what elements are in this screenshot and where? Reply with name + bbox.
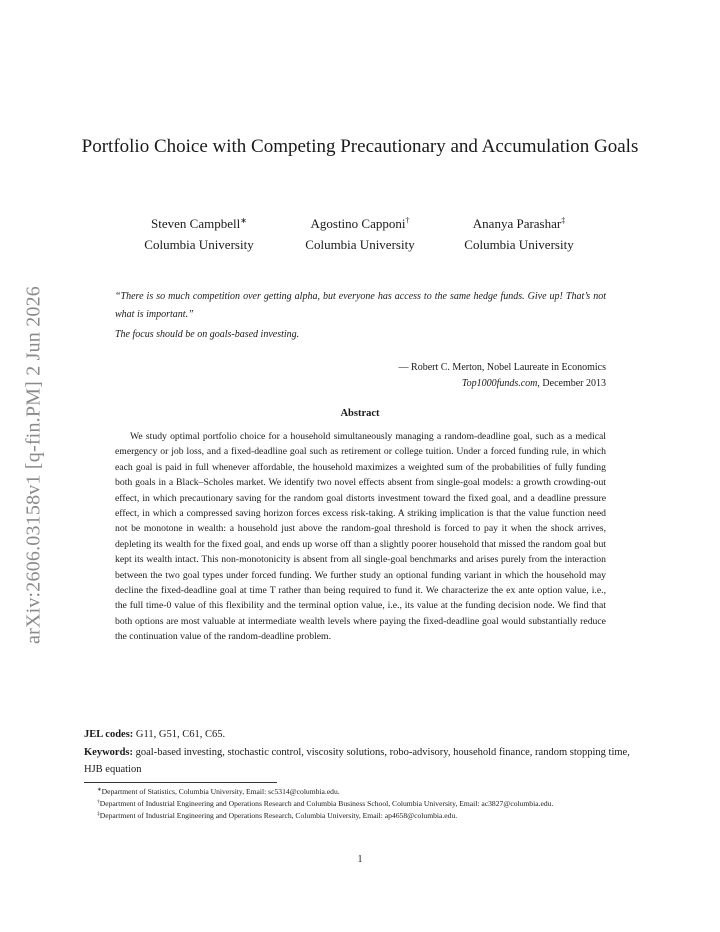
footnote-mark: ‡ bbox=[561, 216, 566, 225]
epigraph-attribution bbox=[399, 360, 606, 392]
author-1 bbox=[114, 210, 284, 255]
attribution-source: Top1000funds.com bbox=[461, 378, 538, 389]
epigraph-note: The focus should be on goals-based investing. bbox=[115, 329, 300, 340]
arxiv-stamp: arXiv:2606.03158v1 [q-fin.PM] 2 Jun 2026 bbox=[22, 286, 45, 644]
author-name: Steven Campbell bbox=[151, 216, 241, 231]
keywords-label: Keywords: bbox=[84, 747, 133, 758]
footnote-1 bbox=[84, 785, 636, 797]
epigraph bbox=[115, 288, 606, 344]
jel-codes bbox=[84, 726, 636, 743]
author-name: Agostino Capponi bbox=[310, 216, 406, 231]
jel-label: JEL codes: bbox=[84, 729, 134, 740]
footnote-2 bbox=[84, 797, 636, 809]
abstract-body: We study optimal portfolio choice for a household simultaneously managing a random-deadline goal, such as a medical emergency or job loss, and a fixed-deadline goal such as retirement or college tuition. Under a forced funding rule, in which each goal is paid in full whenever affordable, the household maximizes a weighted sum of the probabilities of fully funding both goals in a Black–Scholes market. We identify two novel effects absent from single-goal models: a growth crowding-out effect, in which precautionary saving for the random goal distorts investment toward the fixed goal, and a deadline pressure effect, in which a compressed saving horizon forces excess risk-taking. A striking implication is that the value function need not be monotone in wealth: a household just above the random-goal threshold is forced to pay it when the shock arrives, depleting its wealth for the fixed goal, and ends up worse off than a slightly poorer household that missed the random goal but kept its wealth intact. This non-monotonicity is absent from all single-goal benchmarks and arises purely from the interaction between the two goal types under forced funding. We further study an optional funding variant in which the household may decline the fixed-deadline goal at time T rather than being required to fund it. We characterize the ex ante option value, i.e., the full time-0 value of this flexibility and the terminal option value, i.e., its value at the funding decision node. We find that both options are most valuable at intermediate wealth levels where paying the fixed-deadline goal would substantially reduce the continuation value of the random-deadline problem. bbox=[115, 431, 606, 643]
footnote-mark: † bbox=[405, 216, 410, 225]
footnote-mark: ∗ bbox=[240, 216, 247, 225]
footnote-text: Department of Statistics, Columbia University, Email: sc5314@columbia.edu. bbox=[101, 787, 340, 796]
page-number: 1 bbox=[357, 854, 363, 865]
jel-value: G11, G51, C61, C65. bbox=[135, 729, 226, 740]
author-3 bbox=[434, 210, 604, 255]
footnote-3 bbox=[84, 809, 636, 821]
footnote-text: Department of Industrial Engineering and Operations Research and Columbia Business School, Columbia University, Email: ac3827@columbia.edu. bbox=[99, 799, 554, 809]
footnote-rule bbox=[84, 782, 277, 783]
author-affiliation: Columbia University bbox=[144, 237, 254, 252]
attribution-author: — Robert C. Merton, Nobel Laureate in Economics bbox=[398, 362, 606, 373]
footnote-mark: † bbox=[97, 799, 100, 806]
footnote-mark: ∗ bbox=[97, 787, 102, 793]
footnote-text: Department of Industrial Engineering and Operations Research, Columbia University, Email: ap4658@columbia.edu. bbox=[99, 811, 458, 821]
abstract-heading: Abstract bbox=[340, 408, 380, 419]
author-affiliation: Columbia University bbox=[305, 237, 415, 252]
footnote-mark: ‡ bbox=[97, 811, 100, 818]
author-name: Ananya Parashar bbox=[472, 216, 562, 231]
epigraph-quote: “There is so much competition over getting alpha, but everyone has access to the same hedge funds. Give up! That’s not what is important.” bbox=[115, 291, 606, 320]
keywords bbox=[84, 744, 636, 778]
author-2 bbox=[275, 210, 445, 255]
author-affiliation: Columbia University bbox=[464, 237, 574, 252]
keywords-value: goal-based investing, stochastic control, viscosity solutions, robo-advisory, household finance, random stopping time, HJB equation bbox=[84, 747, 630, 775]
paper-title: Portfolio Choice with Competing Precautionary and Accumulation Goals bbox=[81, 136, 639, 157]
attribution-date: , December 2013 bbox=[537, 378, 606, 389]
footnotes bbox=[84, 785, 636, 822]
